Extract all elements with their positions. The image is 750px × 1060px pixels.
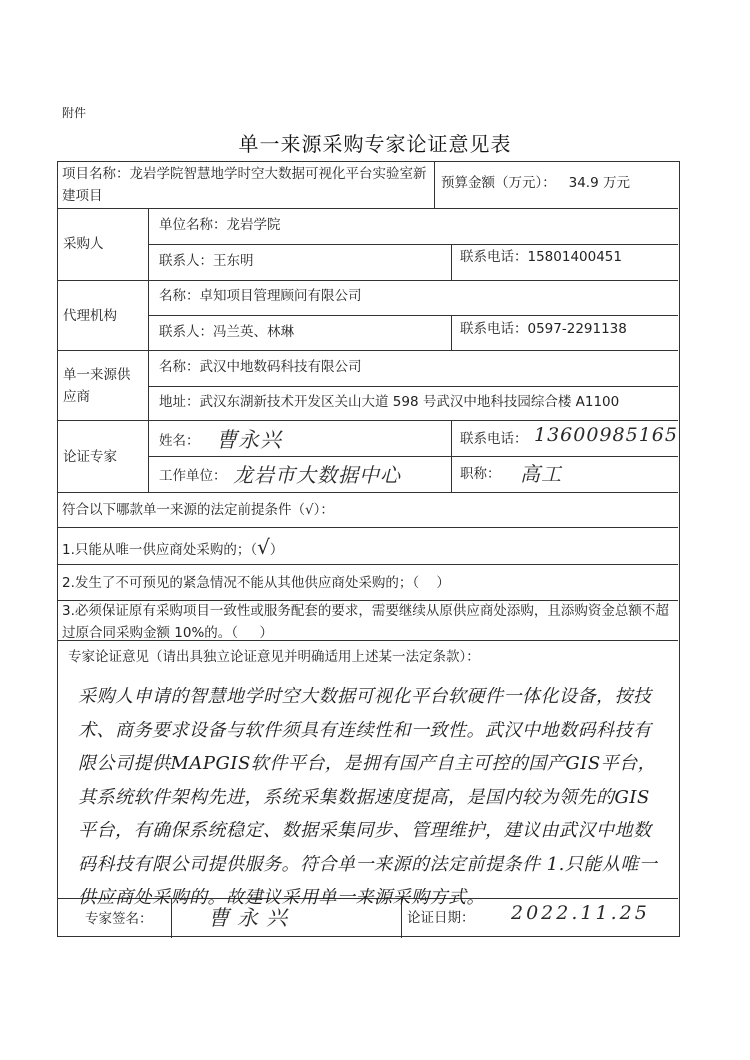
budget-cell — [441, 172, 630, 194]
signature-label: 专家签名： — [85, 911, 153, 927]
condition-3 — [62, 600, 674, 644]
condition-1-text: 1.只能从唯一供应商处采购的；（ — [62, 542, 258, 558]
agency-contact-cell — [159, 321, 294, 343]
expert-name-handwritten: 曹永兴 — [216, 428, 282, 452]
agency-contact: 冯兰英、林琳 — [213, 324, 294, 340]
agency-phone: 0597-2291138 — [527, 321, 627, 337]
supplier-name-cell — [159, 356, 362, 378]
agency-section: 代理机构 — [63, 308, 117, 324]
expert-unit-label: 工作单位： — [159, 468, 227, 484]
supplier-address: 武汉东湖新技术开发区关山大道 598 号武汉中地科技园综合楼 A1100 — [199, 394, 620, 410]
purchaser-unit-cell — [159, 214, 281, 236]
supplier-name: 武汉中地数码科技有限公司 — [199, 359, 362, 375]
condition-2-text: 2.发生了不可预见的紧急情况不能从其他供应商处采购的；（ — [62, 575, 420, 591]
opinion-date: 2022.11.25 — [511, 902, 650, 924]
purchaser-contact: 王东明 — [213, 253, 254, 269]
purchaser-unit-label: 单位名称： — [159, 217, 227, 233]
supplier-address-cell — [159, 391, 619, 413]
purchaser-section: 采购人 — [63, 236, 104, 252]
agency-contact-label: 联系人： — [159, 324, 213, 340]
budget-value: 34.9 万元 — [568, 175, 630, 191]
purchaser-phone-label: 联系电话： — [460, 249, 528, 265]
supplier-address-label: 地址： — [159, 394, 200, 410]
expert-section: 论证专家 — [63, 449, 117, 465]
expert-phone-label: 联系电话： — [460, 431, 528, 447]
expert-signature: 曹永兴 — [208, 906, 295, 930]
condition-3-text: 3.必须保证原有采购项目一致性或服务配套的要求，需要继续从原供应商处添购，且添购资金总额不超过原合同采购金额 10%的。（ — [62, 603, 669, 641]
expert-title-handwritten: 高工 — [520, 462, 562, 486]
project-name-cell — [62, 163, 432, 207]
date-label: 论证日期： — [407, 910, 475, 926]
project-name-label: 项目名称： — [62, 166, 130, 182]
budget-label: 预算金额（万元）： — [441, 175, 556, 191]
expert-unit-handwritten: 龙岩市大数据中心 — [233, 463, 401, 487]
project-name: 龙岩学院智慧地学时空大数据可视化平台实验室新建项目 — [62, 166, 427, 204]
page-title: 单一来源采购专家论证意见表 — [238, 132, 512, 156]
condition-3-close: ） — [259, 625, 274, 641]
expert-opinion-form — [57, 161, 680, 937]
condition-1-checkmark: √ — [257, 535, 270, 559]
opinion-handwritten-text: 采购人申请的智慧地学时空大数据可视化平台软硬件一体化设备，按技术、商务要求设备与软件须具有连续性和一致性。武汉中地数码科技有限公司提供MAPGIS软件平台，是拥有国产自主可控的国产GIS平台，其系统软件架构先进，系统采集数据速度提高，是国内较为领先的GIS平台，有确保系统稳定、数据采集同步、管理维护，建议由武汉中地数码科技有限公司提供服务。符合单一来源的法定前提条件 1.只能从唯一供应商处采购的。故建议采用单一来源采购方式。 — [78, 686, 658, 908]
expert-name-label: 姓名： — [159, 433, 200, 449]
supplier-section: 单一来源供应商 — [63, 367, 131, 405]
supplier-name-label: 名称： — [159, 359, 200, 375]
expert-title-label: 职称： — [460, 466, 501, 482]
expert-phone-handwritten: 13600985165 — [534, 424, 678, 446]
agency-name-label: 名称： — [159, 288, 200, 304]
agency-name-cell — [159, 285, 362, 307]
opinion-label: 专家论证意见（请出具独立论证意见并明确适用上述某一法定条款）： — [68, 649, 480, 665]
attachment-label: 附件 — [62, 106, 87, 120]
purchaser-unit: 龙岩学院 — [226, 217, 281, 233]
purchaser-phone-cell — [460, 246, 622, 268]
condition-1-close: ） — [269, 542, 284, 558]
condition-2-close: ） — [436, 575, 450, 591]
condition-2 — [62, 572, 450, 594]
purchaser-contact-label: 联系人： — [159, 253, 213, 269]
conditions-question: 符合以下哪款单一来源的法定前提条件（√）： — [62, 502, 334, 518]
agency-name: 卓知项目管理顾问有限公司 — [199, 288, 362, 304]
agency-phone-cell — [460, 318, 627, 340]
condition-1 — [62, 536, 283, 561]
purchaser-phone: 15801400451 — [527, 249, 622, 265]
purchaser-contact-cell — [159, 250, 254, 272]
agency-phone-label: 联系电话： — [460, 321, 528, 337]
